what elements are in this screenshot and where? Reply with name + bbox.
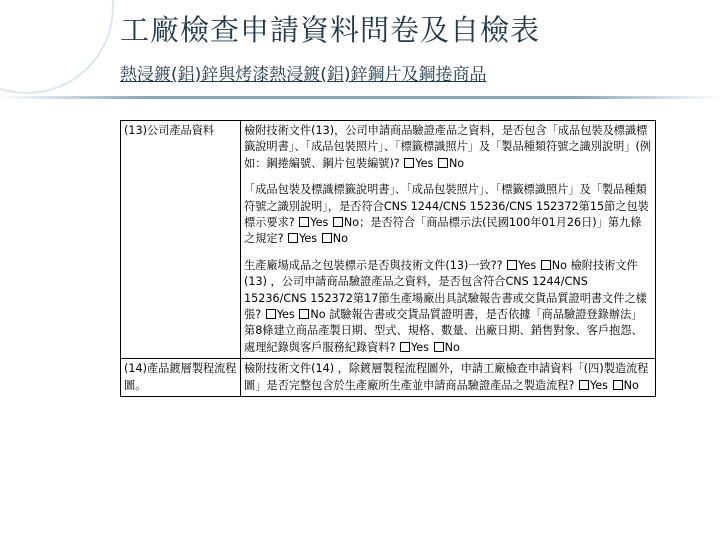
divider-line bbox=[0, 96, 720, 99]
question-paragraph bbox=[244, 182, 652, 248]
yes-checkbox[interactable] bbox=[507, 260, 517, 270]
yes-label: Yes bbox=[299, 232, 318, 246]
table-row bbox=[121, 359, 656, 397]
yes-checkbox[interactable] bbox=[299, 217, 309, 227]
question-paragraph bbox=[244, 361, 652, 394]
question-text: 生產廠場成品之包裝標示是否與技術文件(13)一致?? bbox=[244, 258, 503, 272]
checklist-table bbox=[120, 120, 656, 397]
question-text: 「成品包裝及標識標籤說明書」、「成品包裝照片」、「標籤標識照片」及「製品種類符號之識別說明」，是否符合CNS 1244/CNS 15236/CNS 152372第15節之包裝標示要求? bbox=[244, 183, 649, 230]
table-row bbox=[121, 121, 656, 359]
question-paragraph bbox=[244, 123, 652, 172]
question-text: 檢附技術文件(13)，公司申請商品驗證產品之資料，是否包含「成品包裝及標識標籤說明書」、「成品包裝照片」、「標籤標識照片」及「製品種類符號之識別說明」(例如：鋼捲編號、鋼片包裝編號)? bbox=[244, 124, 652, 170]
page-subtitle: 熱浸鍍(鋁)鋅與烤漆熱浸鍍(鋁)鋅鋼片及鋼捲商品 bbox=[120, 65, 487, 85]
yes-label: Yes bbox=[415, 156, 434, 170]
yes-checkbox[interactable] bbox=[404, 158, 414, 168]
no-label: No bbox=[551, 258, 567, 272]
decorative-arc bbox=[0, 0, 114, 94]
question-text: 檢附技術文件(13) ，公司申請商品驗證產品之資料，是否包含符合CNS 1244/CNS 15236/CNS 152372第17節生產場廠出具試驗報告書或交貨品質證明書文件之樣張? bbox=[244, 258, 647, 322]
no-label: No bbox=[310, 308, 326, 322]
no-label: No bbox=[623, 378, 639, 392]
question-text: 檢附技術文件(14) ，除鍍層製程流程圖外，申請工廠檢查申請資料「(四)製造流程圖」是否完整包含於生產廠所生產並申請商品驗證產品之製造流程? bbox=[244, 362, 649, 392]
yes-checkbox[interactable] bbox=[579, 380, 589, 390]
no-label: No bbox=[332, 232, 348, 246]
yes-label: Yes bbox=[518, 258, 537, 272]
no-label: No bbox=[444, 340, 460, 354]
no-checkbox[interactable] bbox=[299, 309, 309, 319]
row-content bbox=[241, 359, 656, 397]
question-text: 試驗報告書或交貨品質證明書，是否依據「商品驗證登錄辦法」第8條建立商品產製日期、型式、規格、數量、出廠日期、銷售對象、客戶抱怨、處理紀錄與客戶服務紀錄資料? bbox=[244, 308, 643, 354]
yes-checkbox[interactable] bbox=[400, 342, 410, 352]
page-title: 工廠檢查申請資料問卷及自檢表 bbox=[120, 13, 541, 47]
yes-label: Yes bbox=[276, 308, 295, 322]
no-label: No bbox=[343, 216, 360, 230]
yes-checkbox[interactable] bbox=[288, 233, 298, 243]
yes-label: Yes bbox=[589, 378, 609, 392]
yes-label: Yes bbox=[410, 340, 430, 354]
no-checkbox[interactable] bbox=[613, 380, 623, 390]
question-paragraph bbox=[244, 258, 652, 356]
no-checkbox[interactable] bbox=[541, 260, 551, 270]
no-checkbox[interactable] bbox=[333, 217, 343, 227]
no-label: No bbox=[448, 156, 465, 170]
no-checkbox[interactable] bbox=[322, 233, 332, 243]
no-checkbox[interactable] bbox=[438, 158, 448, 168]
row-content bbox=[241, 121, 656, 359]
no-checkbox[interactable] bbox=[434, 342, 444, 352]
row-label-plating-process-flow: (14)產品鍍層製程流程圖。 bbox=[121, 359, 241, 397]
yes-label: Yes bbox=[310, 216, 329, 230]
yes-checkbox[interactable] bbox=[266, 309, 276, 319]
row-label-company-product-data: (13)公司產品資料 bbox=[121, 121, 241, 359]
question-text: ；是否符合「商品標示法(民國100年01月26日)」第九條之規定? bbox=[244, 216, 642, 246]
